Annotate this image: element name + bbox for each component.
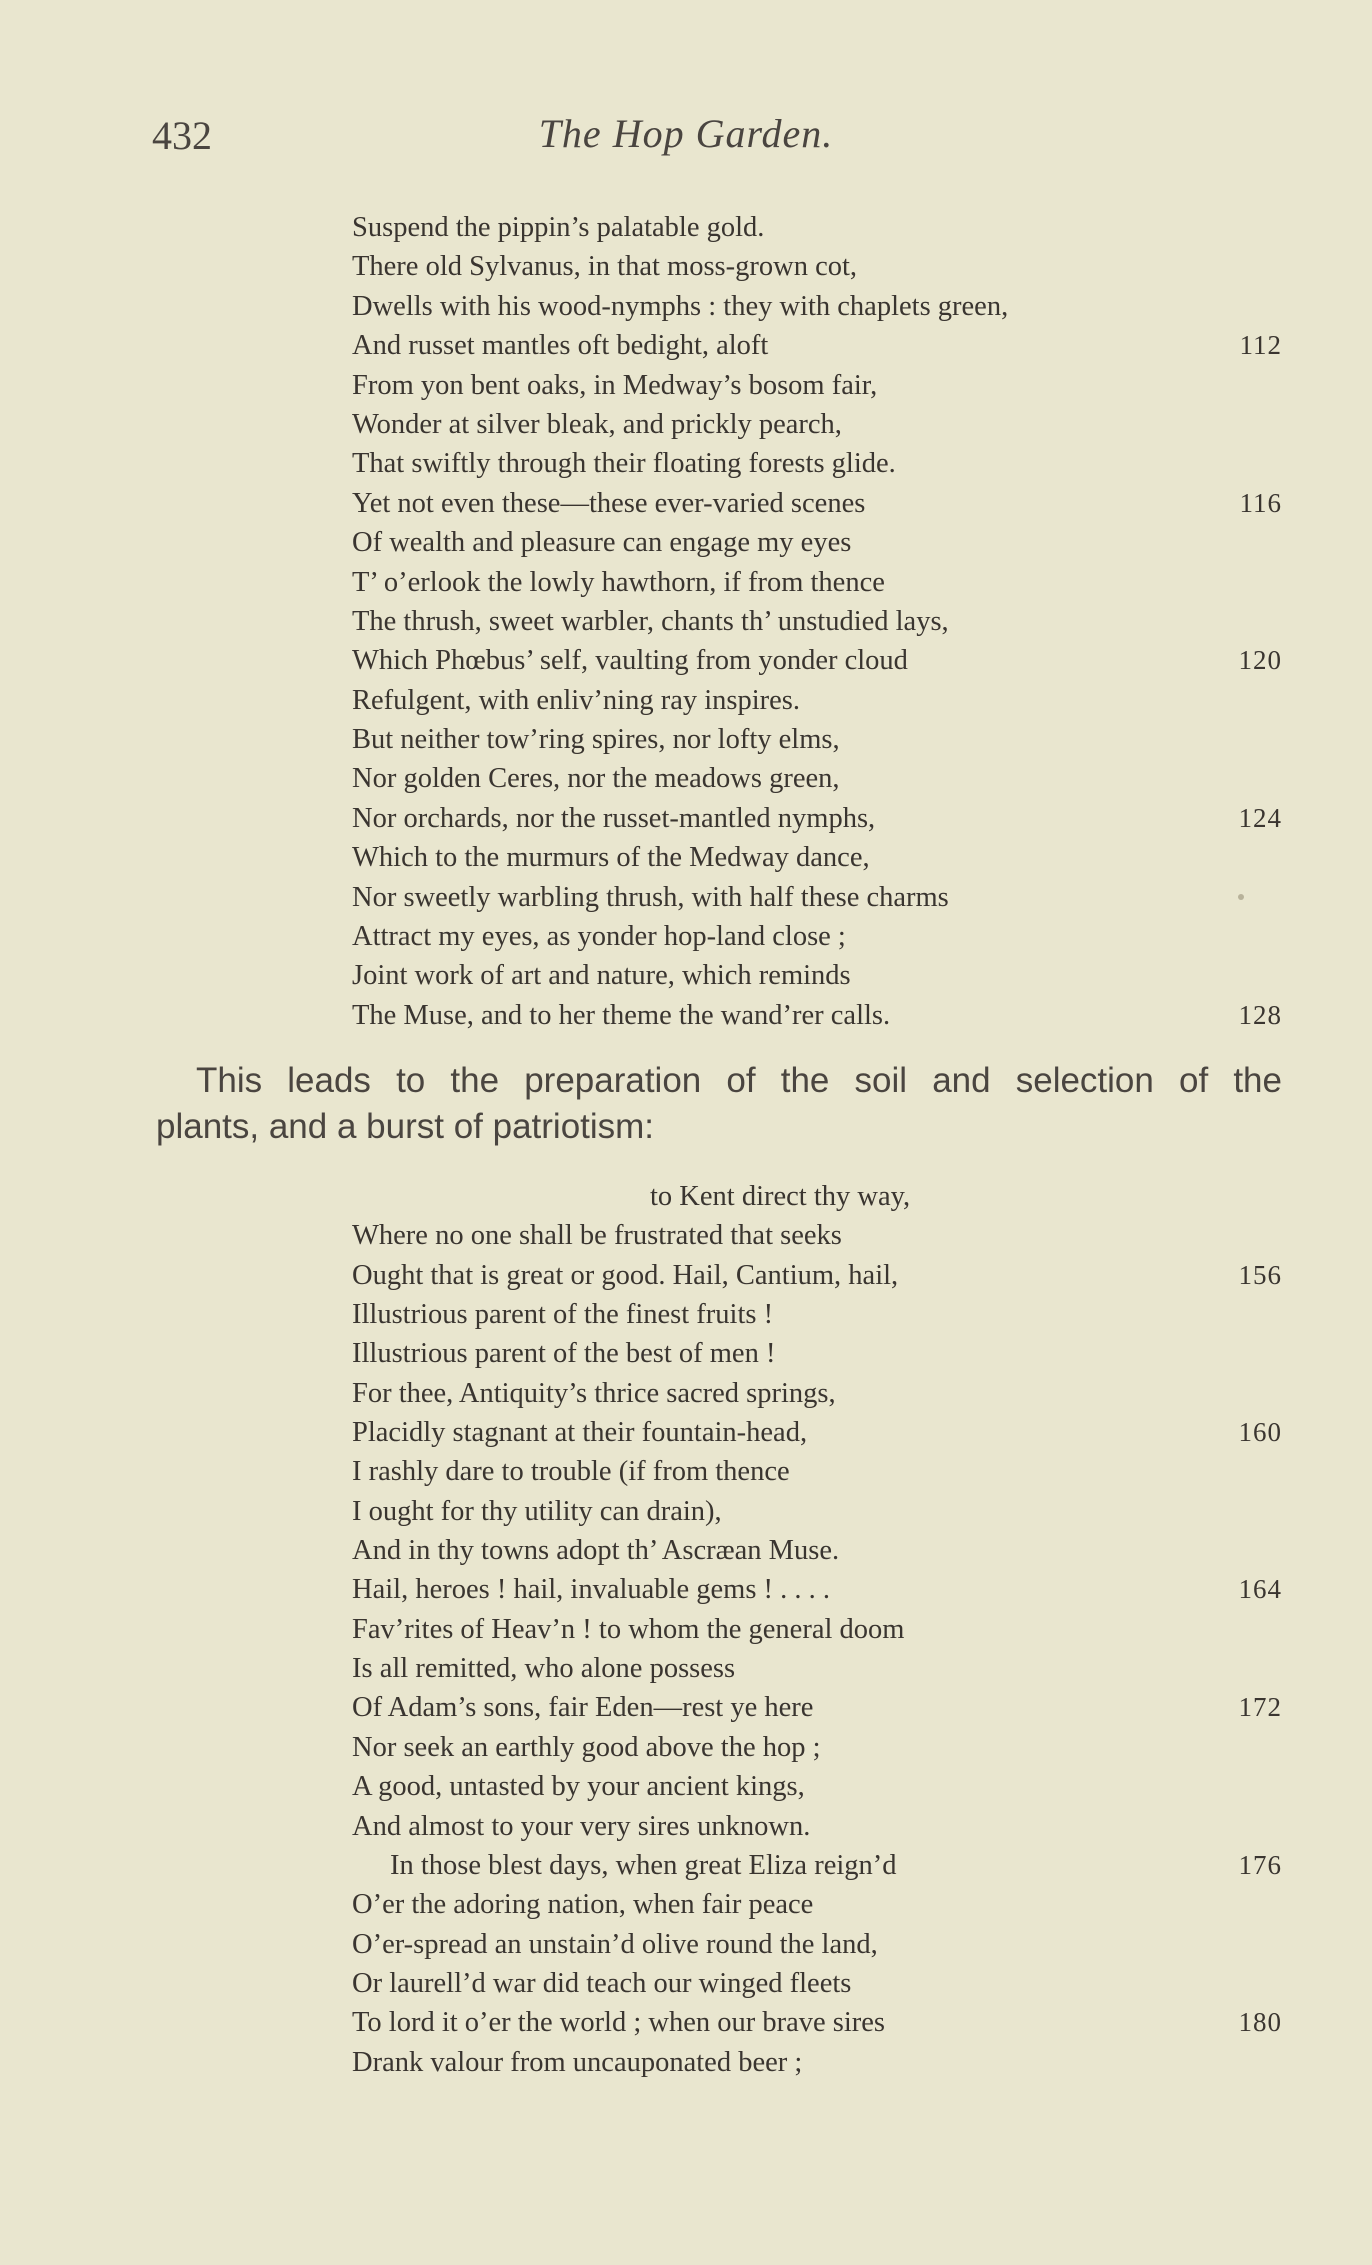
verse-line — [352, 1846, 1282, 1885]
verse-line-text: Illustrious parent of the finest fruits ! — [352, 1299, 774, 1331]
line-number: 172 — [1238, 1692, 1282, 1723]
verse-line-text: And russet mantles oft bedight, aloft — [352, 330, 769, 362]
verse-line-text: Joint work of art and nature, which reminds — [352, 960, 851, 992]
line-number: 160 — [1238, 1417, 1282, 1448]
verse-line-text: Drank valour from uncauponated beer ; — [352, 2046, 803, 2078]
verse-line-text: T’ o’erlook the lowly hawthorn, if from thence — [352, 566, 885, 598]
verse-line-text: Wonder at silver bleak, and prickly pearch, — [352, 408, 842, 440]
verse-stanza-1 — [352, 208, 1282, 1035]
page-number: 432 — [152, 113, 212, 158]
verse-line — [352, 917, 1282, 956]
verse-line — [352, 563, 1282, 602]
verse-line — [352, 523, 1282, 562]
verse-line-text: Refulgent, with enliv’ning ray inspires. — [352, 684, 800, 716]
verse-line-text: And in thy towns adopt th’ Ascræan Muse. — [352, 1535, 840, 1567]
verse-stanza-2 — [352, 1177, 1282, 2082]
verse-line-text: Where no one shall be frustrated that seeks — [352, 1220, 842, 1252]
verse-line — [352, 444, 1282, 483]
verse-line-text: The Muse, and to her theme the wand’rer calls. — [352, 999, 891, 1031]
verse-line-text: Which Phœbus’ self, vaulting from yonder cloud — [352, 645, 908, 677]
line-number: 156 — [1238, 1259, 1282, 1290]
verse-line-text: I rashly dare to trouble (if from thence — [352, 1456, 790, 1488]
verse-line-text: Attract my eyes, as yonder hop-land close ; — [352, 921, 846, 953]
verse-line — [352, 878, 1282, 917]
verse-line — [352, 1295, 1282, 1334]
verse-line-text: Is all remitted, who alone possess — [352, 1653, 736, 1685]
verse-line-text: There old Sylvanus, in that moss-grown cot, — [352, 251, 858, 283]
line-number: 120 — [1238, 645, 1282, 676]
verse-line — [352, 1334, 1282, 1373]
verse-line — [352, 484, 1282, 523]
verse-line-text: Nor seek an earthly good above the hop ; — [352, 1731, 821, 1763]
verse-line-text: Fav’rites of Heav’n ! to whom the general doom — [352, 1613, 905, 1645]
line-number: 164 — [1238, 1574, 1282, 1605]
running-title: The Hop Garden. — [538, 111, 834, 156]
prose-line: This leads to the preparation of the soil and selection of the — [196, 1061, 1282, 1100]
verse-line — [352, 996, 1282, 1035]
verse-line — [352, 1610, 1282, 1649]
prose-line: plants, and a burst of patriotism: — [156, 1107, 655, 1146]
verse-line-text: Of wealth and pleasure can engage my eyes — [352, 527, 852, 559]
verse-line — [352, 759, 1282, 798]
verse-line — [352, 1216, 1282, 1255]
verse-line-text: A good, untasted by your ancient kings, — [352, 1771, 805, 1803]
verse-line — [352, 1452, 1282, 1491]
line-number: 116 — [1239, 487, 1282, 518]
verse-line — [352, 1177, 1282, 1216]
stray-ink-mark — [1238, 894, 1244, 900]
line-number: 128 — [1238, 999, 1282, 1030]
verse-line-text: Nor golden Ceres, nor the meadows green, — [352, 763, 840, 795]
line-number: 180 — [1238, 2007, 1282, 2038]
prose-paragraph — [156, 1058, 1282, 1150]
verse-line — [352, 1649, 1282, 1688]
verse-line — [352, 287, 1282, 326]
verse-line — [352, 838, 1282, 877]
verse-line-text: Dwells with his wood-nymphs : they with chaplets green, — [352, 290, 1009, 322]
verse-line-text: From yon bent oaks, in Medway’s bosom fair, — [352, 369, 878, 401]
verse-line-text: To lord it o’er the world ; when our brave sires — [352, 2007, 886, 2039]
verse-line — [352, 641, 1282, 680]
verse-line — [352, 799, 1282, 838]
verse-line-text: Placidly stagnant at their fountain-head, — [352, 1417, 808, 1449]
verse-line-text: Which to the murmurs of the Medway dance, — [352, 842, 870, 874]
verse-line-text: O’er-spread an unstain’d olive round the land, — [352, 1928, 878, 1960]
verse-line — [352, 720, 1282, 759]
verse-line — [352, 1570, 1282, 1609]
verse-line — [352, 1374, 1282, 1413]
verse-line — [352, 247, 1282, 286]
verse-line — [352, 602, 1282, 641]
verse-line — [352, 366, 1282, 405]
verse-line-text: For thee, Antiquity’s thrice sacred springs, — [352, 1377, 836, 1409]
verse-line — [352, 681, 1282, 720]
verse-line-text: O’er the adoring nation, when fair peace — [352, 1889, 814, 1921]
verse-line — [352, 1728, 1282, 1767]
verse-line — [352, 1256, 1282, 1295]
verse-line-text: That swiftly through their floating forests glide. — [352, 448, 896, 480]
verse-line — [352, 1492, 1282, 1531]
verse-line-text: Illustrious parent of the best of men ! — [352, 1338, 776, 1370]
verse-line-text: to Kent direct thy way, — [650, 1181, 911, 1212]
verse-line — [352, 1885, 1282, 1924]
verse-line-text: I ought for thy utility can drain), — [352, 1495, 722, 1527]
verse-line-text: Ought that is great or good. Hail, Cantium, hail, — [352, 1259, 899, 1291]
line-number: 124 — [1238, 802, 1282, 833]
verse-line-text: Or laurell’d war did teach our winged fleets — [352, 1967, 852, 1999]
verse-line-text: The thrush, sweet warbler, chants th’ unstudied lays, — [352, 605, 949, 637]
verse-line-text: Hail, heroes ! hail, invaluable gems ! . . . . — [352, 1574, 831, 1606]
verse-line — [352, 1531, 1282, 1570]
verse-line-text: And almost to your very sires unknown. — [352, 1810, 811, 1842]
verse-line — [352, 1925, 1282, 1964]
verse-line — [352, 405, 1282, 444]
verse-line-text: Yet not even these—these ever-varied scenes — [352, 487, 866, 519]
verse-line — [352, 956, 1282, 995]
verse-line-text: Nor orchards, nor the russet-mantled nymphs, — [352, 802, 876, 834]
line-number: 112 — [1239, 330, 1282, 361]
verse-line — [352, 2003, 1282, 2042]
verse-line-text: Nor sweetly warbling thrush, with half these charms — [352, 881, 949, 913]
verse-line — [352, 1964, 1282, 2003]
line-number: 176 — [1238, 1849, 1282, 1880]
verse-line — [352, 1413, 1282, 1452]
verse-line-text: In those blest days, when great Eliza reign’d — [390, 1849, 897, 1881]
verse-line-text: Of Adam’s sons, fair Eden—rest ye here — [352, 1692, 814, 1724]
verse-line — [352, 2043, 1282, 2082]
verse-line — [352, 1807, 1282, 1846]
verse-line — [352, 1767, 1282, 1806]
verse-line — [352, 1688, 1282, 1727]
verse-line-text: But neither tow’ring spires, nor lofty elms, — [352, 724, 840, 756]
verse-line-text: Suspend the pippin’s palatable gold. — [352, 212, 765, 243]
verse-line — [352, 326, 1282, 365]
verse-line — [352, 208, 1282, 247]
